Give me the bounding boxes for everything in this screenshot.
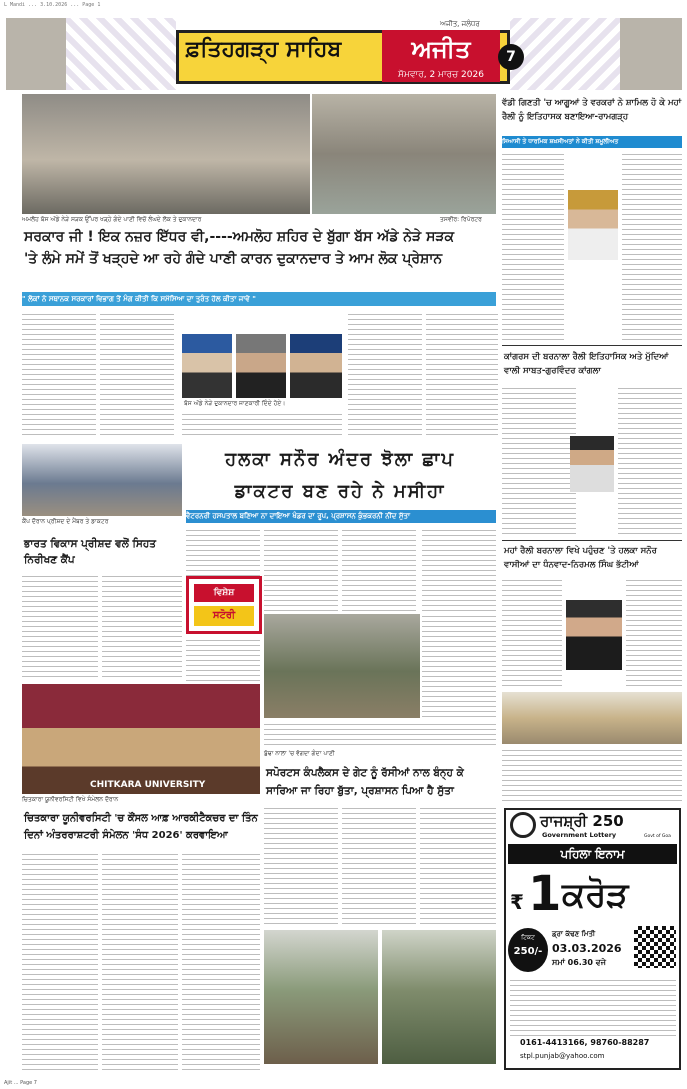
footer-slug: Ajit ... Page 7 — [4, 1080, 37, 1086]
top-strap: " ਲੋਕਾਂ ਨੇ ਸਥਾਨਕ ਸਰਕਾਰਾਂ ਵਿਭਾਗ ਤੋਂ ਮੰਗ ਕੀਤੀ ਕਿ ਸਮੱਸਿਆ ਦਾ ਤੁਰੰਤ ਹੱਲ ਕੀਤਾ ਜਾਵੇ " — [22, 292, 496, 306]
top-headline-line1: ਸਰਕਾਰ ਜੀ ! ਇਕ ਨਜ਼ਰ ਇੱਧਰ ਵੀ,----ਅਮਲੋਹ ਸ਼ਹਿਰ ਦੇ ਬੁੱਗਾ ਬੱਸ ਅੱਡੇ ਨੇੜੇ ਸੜਕ — [24, 229, 455, 245]
article-text — [182, 852, 260, 1074]
divider — [502, 540, 682, 541]
article-text — [502, 578, 562, 688]
chitkara-banner: CHITKARA UNIVERSITY — [90, 780, 206, 790]
article-text — [22, 574, 98, 678]
special-badge-line2: ਸਟੋਰੀ — [194, 606, 254, 626]
lottery-ticket-label: ਟਿਕਟ — [521, 934, 535, 941]
sanour-headline: ਮਹਾਂ ਰੈਲੀ ਬਰਨਾਲਾ ਵਿਖੇ ਪਹੁੰਚਣ 'ਤੇ ਹਲਕਾ ਸਨੌਰ ਵਾਸੀਆਂ ਦਾ ਧੰਨਵਾਦ-ਨਿਰਮਲ ਸਿੰਘ ਭੱਟੀਆਂ — [504, 546, 657, 570]
lottery-logo-icon — [510, 812, 536, 838]
bvp-photo-caption: ਕੈਂਪ ਦੌਰਾਨ ਪ੍ਰੀਸ਼ਦ ਦੇ ਮੈਂਬਰ ਤੇ ਡਾਕਟਰ — [22, 518, 109, 525]
section-title: ਫ਼ਤਿਹਗੜ੍ਹ ਸਾਹਿਬ — [186, 36, 342, 62]
congress-headline: ਕਾਂਗਰਸ ਦੀ ਬਰਨਾਲਾ ਰੈਲੀ ਇਤਿਹਾਸਿਕ ਅਤੇ ਮੁੱਦਿਆਂ ਵਾਲੀ ਸਾਬਤ-ਗੁਰਵਿੰਦਰ ਕਾਂਗਲਾ — [504, 352, 669, 376]
gurdwara-photo — [6, 18, 66, 90]
article-text — [622, 152, 682, 342]
lottery-phone: 0161-4413166, 98760-88287 — [520, 1038, 650, 1047]
quack-strap: ਵੈਟਰਨਰੀ ਹਸਪਤਾਲ ਬਣਿਆ ਨਾ ਦਾਇਆ ਖੰਡਰ ਦਾ ਰੂਪ, ਪ੍ਰਸ਼ਾਸਨ ਕੁੰਭਕਰਨੀ ਨੀਂਦ ਸੁੱਤਾ — [186, 510, 496, 523]
top-photo-credit: ਤਸਵੀਰ: ਰਿਪੋਰਟਰ — [440, 216, 482, 223]
lottery-draw-label: ਡ੍ਰਾ ਕੱਢਣ ਮਿਤੀ — [552, 930, 596, 938]
lottery-draw-date: 03.03.2026 — [552, 942, 622, 955]
article-text — [426, 312, 498, 438]
rally-crowd-photo — [502, 692, 682, 744]
page-number: 7 — [498, 44, 524, 70]
lottery-prize-label: ਪਹਿਲਾ ਇਨਾਮ — [508, 844, 677, 864]
fort-photo — [620, 18, 682, 90]
veterinary-hospital-photo — [264, 614, 420, 718]
chitkara-headline: ਚਿਤਕਾਰਾ ਯੂਨੀਵਰਸਿਟੀ 'ਚ ਕੌਂਸਲ ਆਫ਼ ਆਰਕੀਟੈਕਚਰ ਦਾ ਤਿੰਨ ਦਿਨਾਂ ਅੰਤਰਰਾਸ਼ਟਰੀ ਸੰਮੇਲਨ 'ਸੰਧ 2026' ਕਰਵਾਇਆ — [24, 813, 258, 841]
bhattian-portrait — [566, 600, 622, 670]
article-text — [626, 578, 682, 688]
lottery-prize-word: ਕਰੋੜ — [562, 875, 629, 915]
rally-portrait — [568, 190, 618, 260]
article-text — [100, 312, 174, 436]
ad-fineprint — [510, 978, 676, 1038]
quack-headline-line2: ਡਾਕਟਰ ਬਣ ਰਹੇ ਨੇ ਮਸੀਹਾ — [234, 481, 446, 502]
portrait-photo-1 — [182, 334, 232, 398]
lottery-email: stpl.punjab@yahoo.com — [520, 1052, 605, 1060]
article-text — [348, 312, 422, 438]
lottery-draw-time: ਸਮਾਂ 06.30 ਵਜੇ — [552, 958, 606, 967]
article-text — [264, 722, 496, 748]
portrait-photo-2 — [236, 334, 286, 398]
article-text — [102, 852, 178, 1074]
chitkara-photo — [22, 684, 260, 794]
budha-photo-2 — [382, 930, 496, 1064]
budha-caption: ਬੁੱਢਾ ਨਾਲਾ 'ਚ ਵੱਗਦਾ ਗੰਦਾ ਪਾਣੀ — [264, 750, 335, 757]
article-text — [264, 806, 338, 926]
top-photo-caption: ਅਮਲੋਹ ਬੱਸ ਅੱਡੇ ਨੇੜੇ ਸੜਕ ਉੱਪਰ ਖੜ੍ਹੇ ਗੰਦੇ ਪਾਣੀ ਵਿਚੋਂ ਲੰਘਦੇ ਲੋਕ ਤੇ ਦੁਕਾਨਦਾਰ — [22, 216, 202, 223]
article-text — [422, 614, 496, 720]
divider — [502, 345, 682, 346]
article-text — [502, 748, 682, 804]
lottery-rupee: ₹ — [510, 890, 524, 914]
chitkara-caption: ਚਿਤਕਾਰਾ ਯੂਨੀਵਰਸਿਟੀ ਵਿਖੇ ਸੰਮੇਲਨ ਦੌਰਾਨ — [22, 796, 119, 803]
budha-headline: ਸਪੋਰਟਸ ਕੰਪਲੈਕਸ ਦੇ ਗੇਟ ਨੂੰ ਰੱਸੀਆਂ ਨਾਲ ਬੰਨ੍ਹ ਕੇ ਸਾਰਿਆ ਜਾ ਰਿਹਾ ਬੁੱਤਾ, ਪ੍ਰਸ਼ਾਸਨ ਪਿਆ ਹੈ ਸੁੱਤਾ — [266, 767, 464, 797]
lottery-sub: Government Lottery — [542, 831, 617, 839]
lottery-ticket-price: 250/- — [513, 946, 543, 957]
article-text — [22, 852, 98, 1074]
masthead-date: ਸੋਮਵਾਰ, 2 ਮਾਰਚ 2026 — [382, 68, 500, 82]
street-photo-2 — [312, 94, 496, 214]
portrait-caption: ਬੱਸ ਅੱਡੇ ਨੇੜੇ ਦੁਕਾਨਦਾਰ ਜਾਣਕਾਰੀ ਦਿੰਦੇ ਹੋਏ। — [184, 400, 286, 407]
lottery-brand: ਰਾਜਸ਼੍ਰੀ 250 — [540, 812, 624, 830]
article-text — [422, 528, 496, 612]
street-photo-1 — [22, 94, 310, 214]
qr-code-icon — [634, 926, 676, 968]
article-text — [264, 528, 338, 612]
rally-strap: ਸਿਆਸੀ ਤੇ ਧਾਰਮਿਕ ਸ਼ਖ਼ਸੀਅਤਾਂ ਨੇ ਕੀਤੀ ਸ਼ਮੂਲੀਅਤ — [502, 136, 682, 148]
article-text — [22, 312, 96, 436]
article-text — [420, 806, 496, 926]
decorative-pattern-right — [510, 18, 620, 90]
article-text — [102, 574, 182, 678]
special-badge-line1: ਵਿਸ਼ੇਸ਼ — [194, 584, 254, 602]
masthead-location: ਅਜੀਤ, ਜਲੰਧਰ — [440, 20, 480, 28]
rally-headline: ਵੱਡੀ ਗਿਣਤੀ 'ਚ ਆਗੂਆਂ ਤੇ ਵਰਕਰਾਂ ਨੇ ਸ਼ਾਮਿਲ ਹੋ ਕੇ ਮਹਾਂ ਰੈਲੀ ਨੂੰ ਇਤਿਹਾਸਕ ਬਣਾਇਆ-ਰਾਮਗੜ੍ਹ — [502, 98, 682, 122]
article-text — [342, 528, 416, 612]
bvp-photo — [22, 444, 182, 516]
portrait-photo-3 — [290, 334, 342, 398]
quack-headline-line1: ਹਲਕਾ ਸਨੌਰ ਅੰਦਰ ਝੋਲਾ ਛਾਪ — [225, 449, 455, 470]
decorative-pattern — [66, 18, 176, 90]
article-text — [182, 412, 342, 438]
article-text — [342, 806, 416, 926]
article-text — [618, 386, 682, 536]
bvp-headline: ਭਾਰਤ ਵਿਕਾਸ ਪ੍ਰੀਸ਼ਦ ਵਲੋਂ ਸਿਹਤ ਨਿਰੀਖਣ ਕੈਂਪ — [24, 538, 157, 566]
lottery-govt: Govt of Goa — [644, 834, 671, 839]
article-text — [502, 386, 576, 536]
brand-logo: ਅਜੀਤ — [382, 30, 500, 68]
print-slug: L Mandi ... 3.10.2026 ... Page 1 — [4, 2, 101, 8]
top-headline-line2: 'ਤੇ ਲੰਮੇ ਸਮੇਂ ਤੋਂ ਖੜ੍ਹਦੇ ਆ ਰਹੇ ਗੰਦੇ ਪਾਣੀ ਕਾਰਨ ਦੁਕਾਨਦਾਰ ਤੇ ਆਮ ਲੋਕ ਪ੍ਰੇਸ਼ਾਨ — [24, 251, 443, 267]
article-text — [502, 152, 564, 342]
budha-photo-1 — [264, 930, 378, 1064]
kangla-portrait — [570, 436, 614, 492]
lottery-prize-number: 1 — [528, 866, 562, 922]
